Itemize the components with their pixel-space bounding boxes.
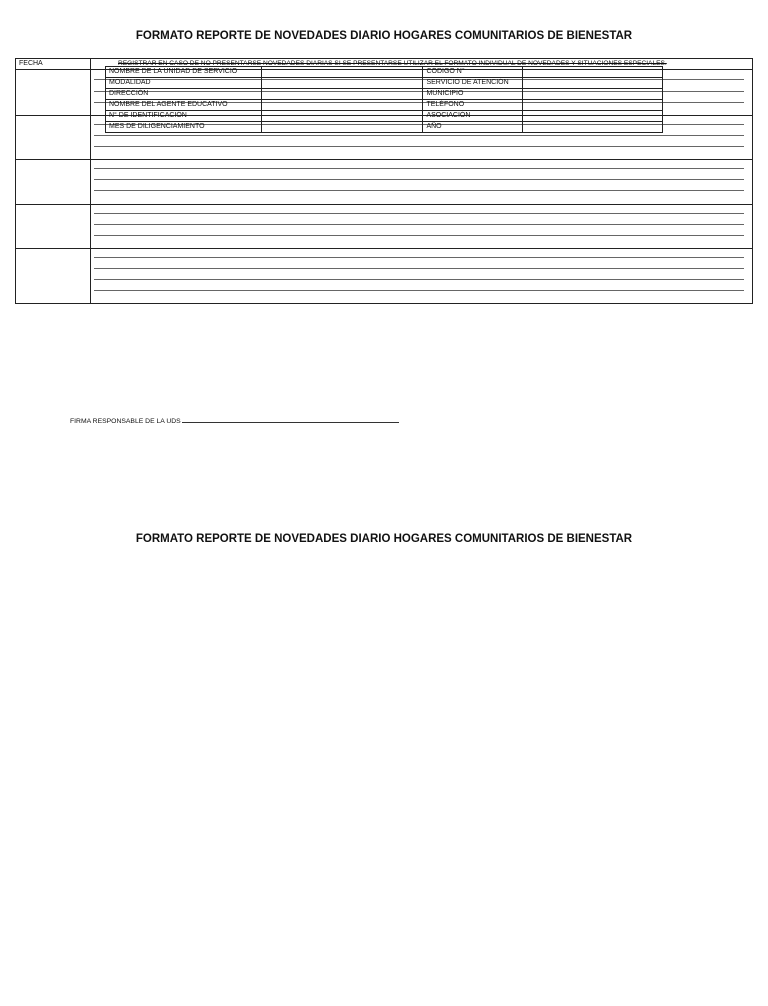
page-title: FORMATO REPORTE DE NOVEDADES DIARIO HOGARES COMUNITARIOS DE BIENESTAR bbox=[135, 30, 633, 42]
info-label: MODALIDAD bbox=[106, 78, 262, 89]
info-value-field[interactable] bbox=[523, 78, 663, 89]
info-label: ASOCIACIÓN bbox=[423, 111, 523, 122]
info-label: MES DE DILIGENCIAMIENTO bbox=[106, 122, 262, 133]
uds-info-table bbox=[105, 66, 663, 133]
row-separator bbox=[16, 204, 752, 205]
fecha-header: FECHA bbox=[19, 60, 43, 67]
info-row bbox=[106, 78, 663, 89]
writing-line[interactable] bbox=[94, 190, 744, 191]
writing-line[interactable] bbox=[94, 179, 744, 180]
info-label: NOMBRE DEL AGENTE EDUCATIVO bbox=[106, 100, 262, 111]
signature-block bbox=[70, 416, 399, 425]
page-title-repeat: FORMATO REPORTE DE NOVEDADES DIARIO HOGARES COMUNITARIOS DE BIENESTAR bbox=[135, 533, 633, 545]
info-value-field[interactable] bbox=[261, 100, 423, 111]
info-label: N° DE IDENTIFICACIÓN bbox=[106, 111, 262, 122]
writing-line[interactable] bbox=[94, 257, 744, 258]
info-row bbox=[106, 89, 663, 100]
instruction-text: REGISTRAR EN CASO DE NO PRESENTARSE NOVEDADES DIARIAS SI SE PRESENTARSE UTILIZAR EL FORMATO INDIVIDUAL DE NOVEDADES Y SITUACIONES ESPECIALES. bbox=[118, 60, 667, 67]
writing-line[interactable] bbox=[94, 224, 744, 225]
info-value-field[interactable] bbox=[523, 122, 663, 133]
writing-line[interactable] bbox=[94, 168, 744, 169]
info-row bbox=[106, 111, 663, 122]
info-label: TELÉFONO bbox=[423, 100, 523, 111]
info-value-field[interactable] bbox=[261, 111, 423, 122]
info-label: MUNICIPIO bbox=[423, 89, 523, 100]
info-row bbox=[106, 100, 663, 111]
signature-line[interactable] bbox=[182, 416, 399, 423]
info-label: NOMBRE DE LA UNIDAD DE SERVICIO bbox=[106, 67, 262, 78]
writing-line[interactable] bbox=[94, 213, 744, 214]
info-label: AÑO bbox=[423, 122, 523, 133]
writing-line[interactable] bbox=[94, 235, 744, 236]
info-value-field[interactable] bbox=[523, 67, 663, 78]
writing-line[interactable] bbox=[94, 290, 744, 291]
info-value-field[interactable] bbox=[261, 89, 423, 100]
info-value-field[interactable] bbox=[261, 122, 423, 133]
row-separator bbox=[16, 159, 752, 160]
writing-line[interactable] bbox=[94, 146, 744, 147]
info-row bbox=[106, 122, 663, 133]
row-separator bbox=[16, 248, 752, 249]
info-label: DIRECCIÓN bbox=[106, 89, 262, 100]
info-value-field[interactable] bbox=[523, 111, 663, 122]
info-value-field[interactable] bbox=[261, 67, 423, 78]
info-label: CÓDIGO N° bbox=[423, 67, 523, 78]
writing-line[interactable] bbox=[94, 135, 744, 136]
info-value-field[interactable] bbox=[523, 89, 663, 100]
writing-line[interactable] bbox=[94, 268, 744, 269]
info-value-field[interactable] bbox=[523, 100, 663, 111]
info-label: SERVICIO DE ATENCIÓN bbox=[423, 78, 523, 89]
info-value-field[interactable] bbox=[261, 78, 423, 89]
writing-line[interactable] bbox=[94, 279, 744, 280]
info-row bbox=[106, 67, 663, 78]
signature-label: FIRMA RESPONSABLE DE LA UDS bbox=[70, 418, 181, 425]
fecha-column-divider bbox=[90, 59, 91, 303]
